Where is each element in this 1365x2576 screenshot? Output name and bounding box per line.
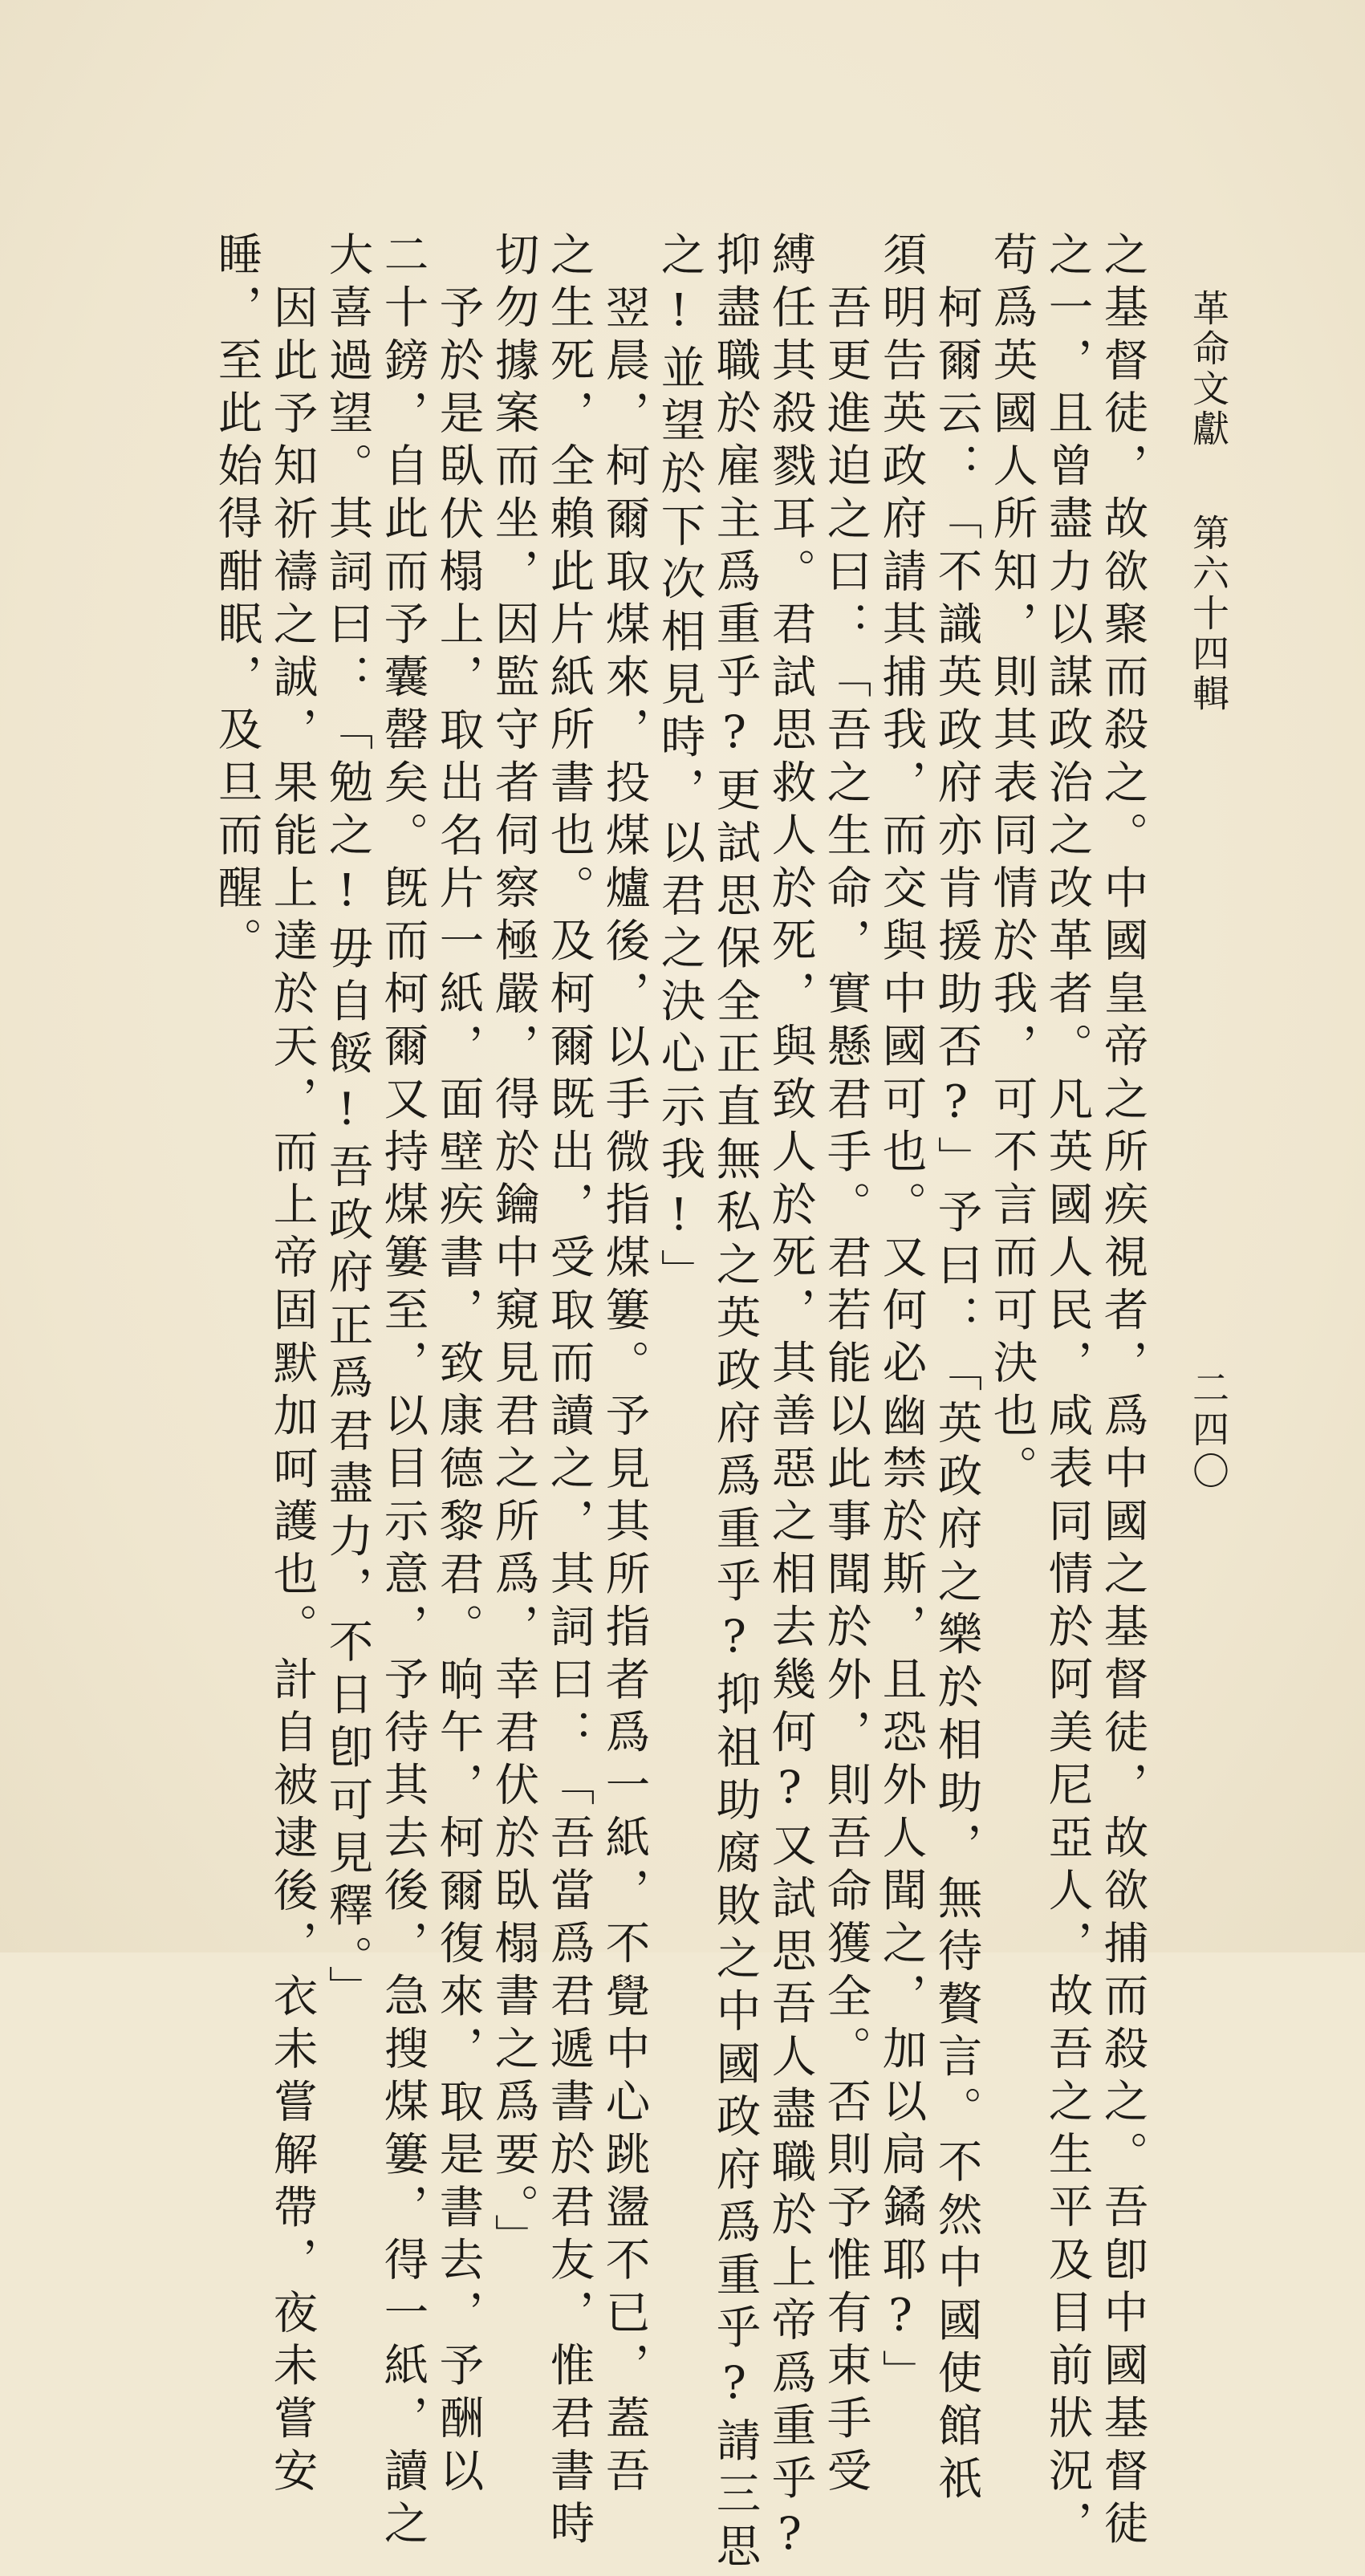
text-column: 之一，且曾盡力以謀政治之改革者。凡英國人民，咸表同情於阿美尼亞人，故吾之生平及目前狀況， xyxy=(1040,231,1093,2553)
page-number: 二四〇 xyxy=(1187,1368,1230,1493)
text-column: 柯爾云：「不識英政府亦肯援助否?」予曰：「英政府之樂於相助，無待贅言。不然中國使館祇 xyxy=(929,284,982,2508)
text-column: 之!並望於下次相見時，以君之決心示我!」 xyxy=(652,231,705,1302)
text-column: 苟爲英國人所知，則其表同情於我，可不言而可決也。 xyxy=(985,231,1038,1497)
running-header-volume: 第六十四輯 xyxy=(1187,514,1230,714)
text-column: 予於是臥伏榻上，取出名片一紙，面壁疾書，致康德黎君。晌午，柯爾復來，取是書去，予酬以 xyxy=(431,284,484,2501)
running-header-title: 革命文獻 xyxy=(1187,289,1230,449)
text-column: 大喜過望。其詞曰：「勉之!毋自餒!吾政府正爲君盡力，不日卽可見釋。」 xyxy=(320,231,373,2018)
text-column: 二十鎊，自此而予囊罄矣。旣而柯爾又持煤簍至，以目示意，予待其去後，急搜煤簍，得一紙，讀之 xyxy=(376,231,429,2553)
text-column: 因此予知祈禱之誠，果能上達於天，而上帝固默加呵護也。計自被逮後，衣未嘗解帶，夜未嘗安 xyxy=(265,284,318,2501)
text-column: 之基督徒，故欲聚而殺之。中國皇帝之所疾視者，爲中國之基督徒，故欲捕而殺之。吾卽中國基督徒 xyxy=(1095,231,1148,2553)
text-column: 抑盡職於雇主爲重乎?更試思保全正直無私之英政府爲重乎?抑祖助腐敗之中國政府爲重乎?請三思 xyxy=(708,231,761,2576)
text-column: 切勿據案而坐，因監守者伺察極嚴，得於鑰中窺見君之所爲，幸君伏於臥榻書之爲要。」 xyxy=(486,231,539,2267)
text-column: 縛任其殺戮耳。君試思救人於死，與致人於死，其善惡之相去幾何?又試思吾人盡職於上帝爲重乎? xyxy=(763,231,816,2568)
text-column: 之生死，全賴此片紙所書也。及柯爾既出，受取而讀之，其詞曰：「吾當爲君遞書於君友，惟君書時 xyxy=(542,231,595,2553)
text-column: 須明告英政府請其捕我，而交與中國可也。又何必幽禁於斯，且恐外人聞之，加以扃鐍耶?」 xyxy=(874,231,927,2403)
text-column: 睡，至此始得酣眠，及旦而醒。 xyxy=(209,231,262,970)
text-column: 翌晨，柯爾取煤來，投煤爐後，以手微指煤簍。予見其所指者爲一紙，不覺中心跳盪不已，蓋吾 xyxy=(597,284,650,2501)
text-column: 吾更進迫之曰：「吾之生命，實懸君手。君若能以此事聞於外，則吾命獲全。否則予惟有束手受 xyxy=(819,284,871,2501)
